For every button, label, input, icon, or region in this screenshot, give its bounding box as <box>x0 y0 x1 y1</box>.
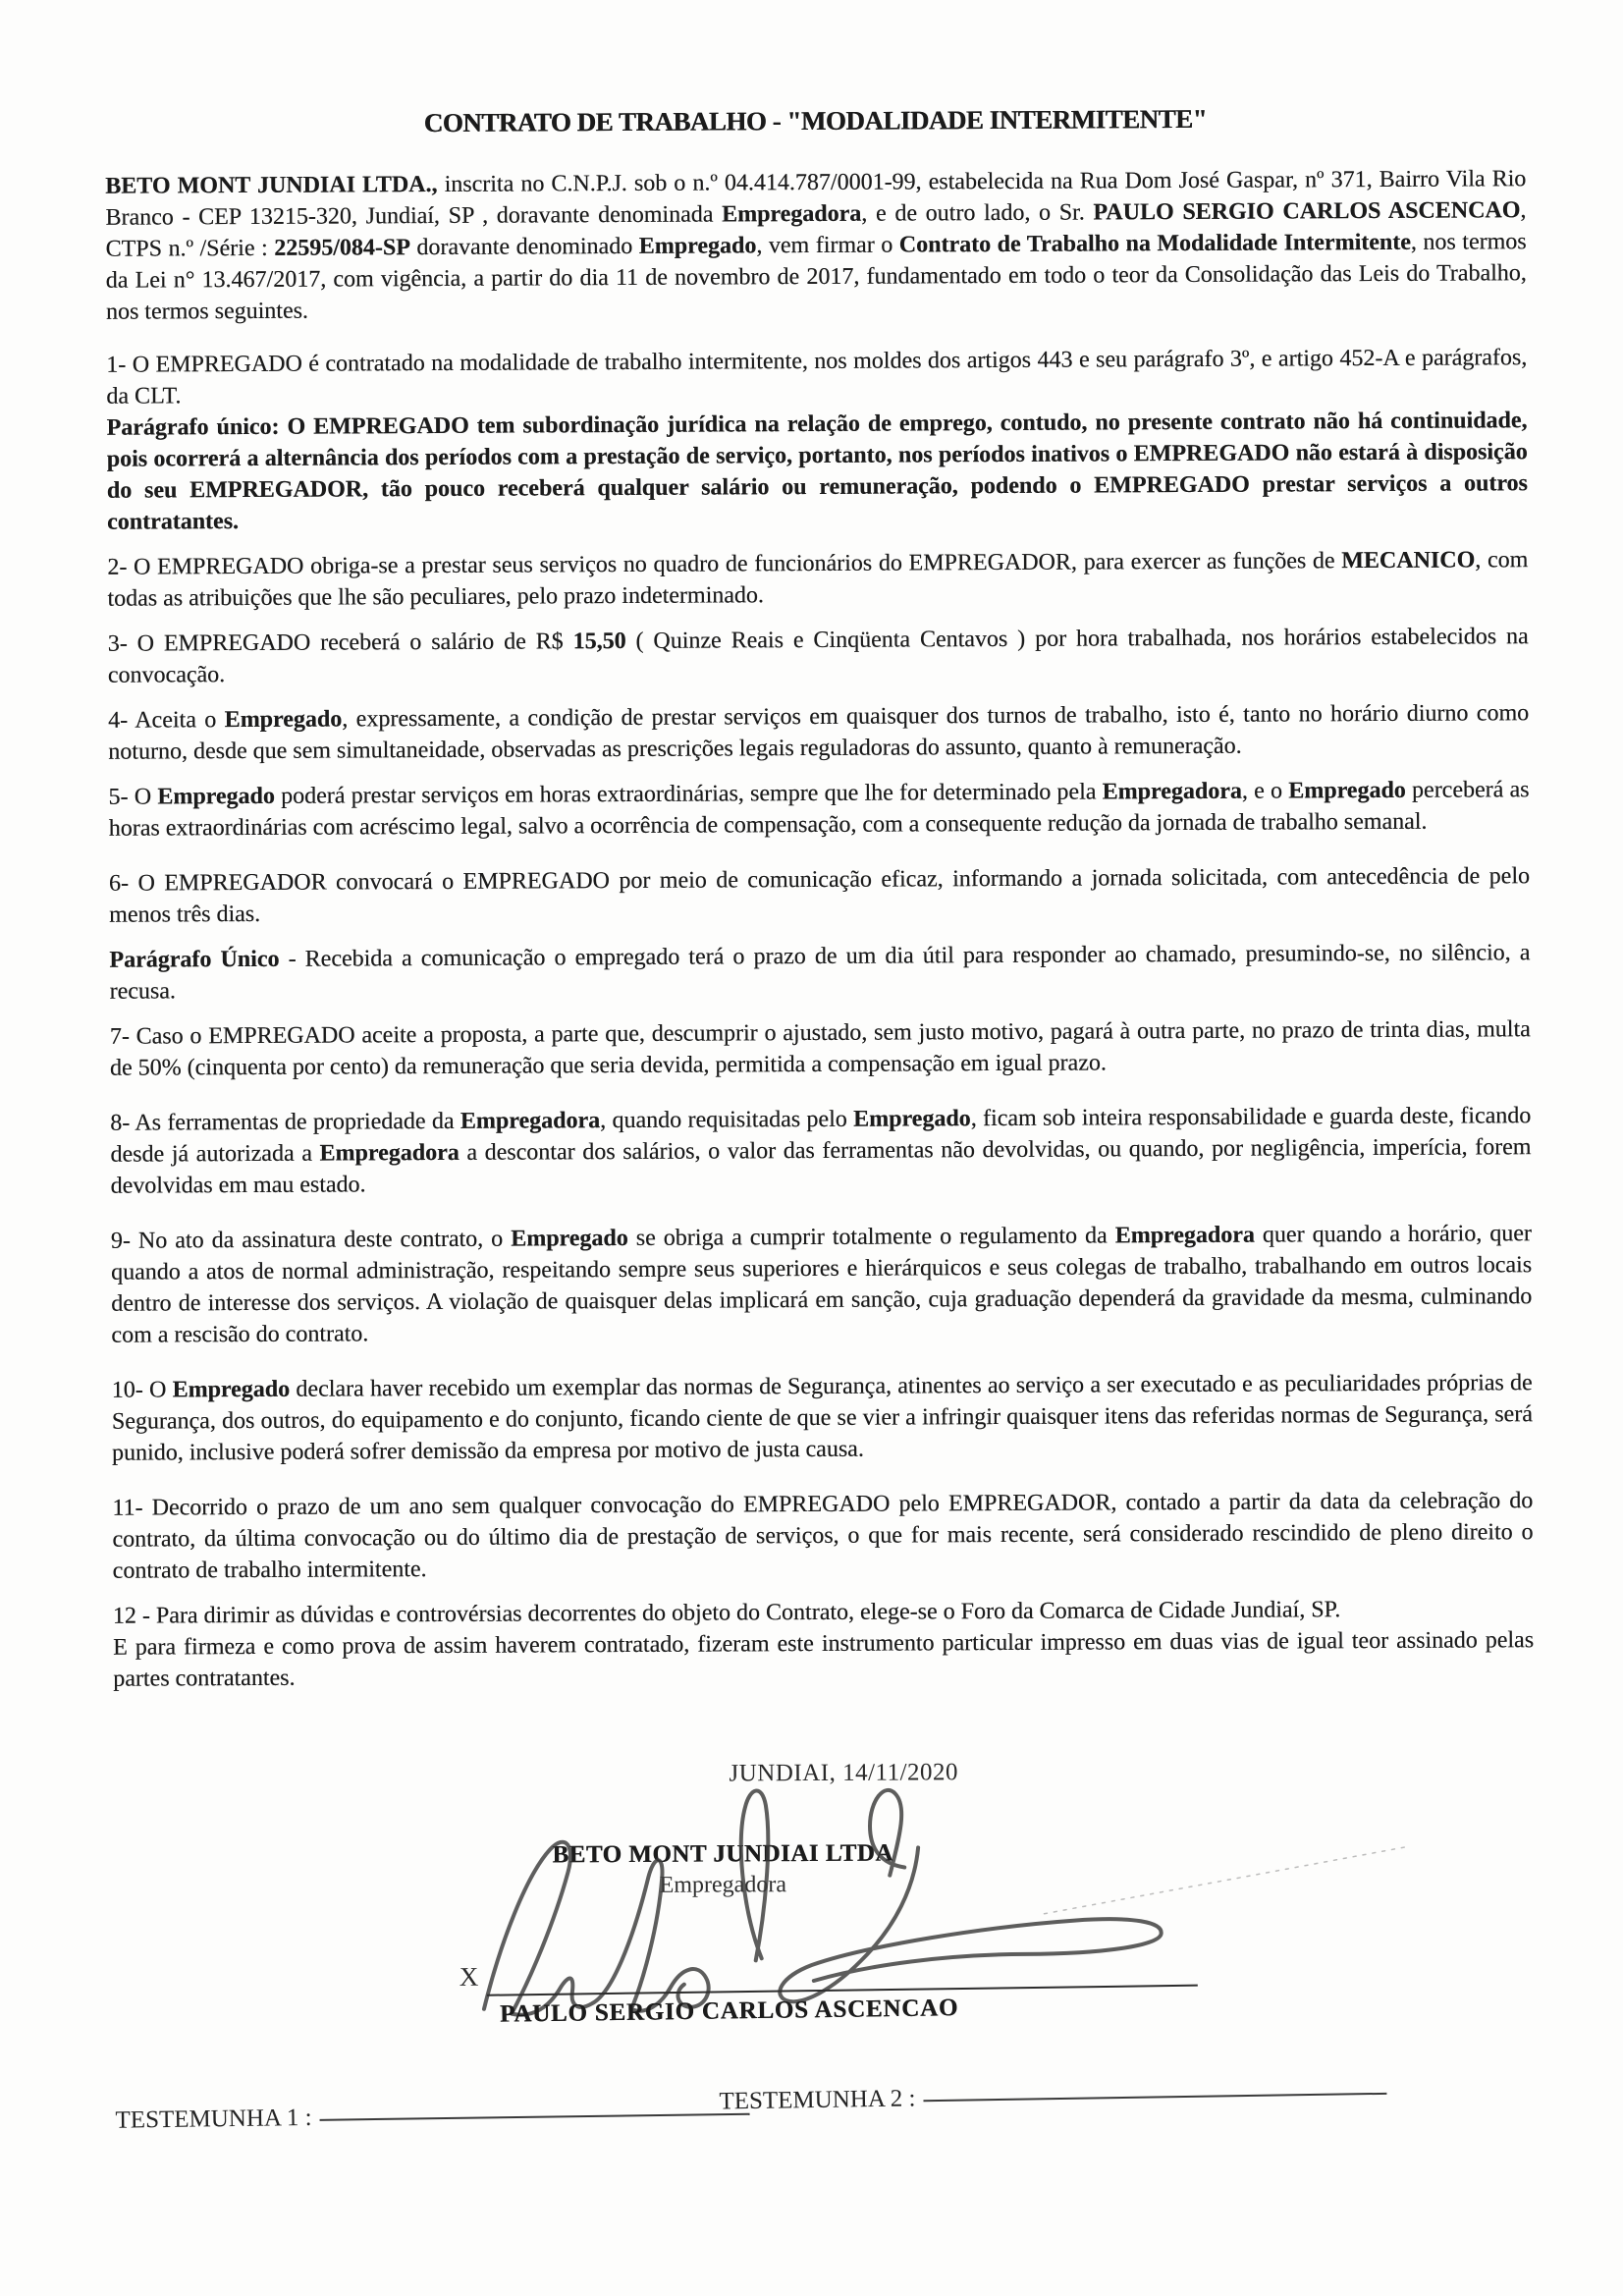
contract-body <box>105 163 1534 1695</box>
employee-name: PAULO SERGIO CARLOS ASCENCAO <box>499 1995 959 2028</box>
witness-2-signature-line <box>923 2093 1386 2102</box>
witness-2-label: TESTEMUNHA 2 : <box>719 2085 916 2115</box>
contract-title: CONTRATO DE TRABALHO - "MODALIDADE INTERMITENTE" <box>423 103 1208 138</box>
witness-1-block <box>115 2099 749 2135</box>
witness-1-label: TESTEMUNHA 1 : <box>115 2104 312 2134</box>
employer-role-label: Empregadora <box>659 1872 787 1898</box>
contract-clause-4: 4- Aceita o Empregado, expressamente, a condição de prestar serviços em quaisquer dos turnos de trabalho, isto é, tanto no horário diurno como noturno, desde que sem simultaneidade, observadas as prescrições legais reguladoras do assunto, quanto à remuneração. <box>108 700 1530 765</box>
employer-company-name: BETO MONT JUNDIAI LTDA <box>552 1839 893 1869</box>
contract-clause-11: 11- Decorrido o prazo de um ano sem qualquer convocação do EMPREGADO pelo EMPREGADOR, contado a partir da data da celebração do contrato, da última convocação ou do último dia de prestação de serviços, o que for mais recente, será considerado rescindido de pleno direito o contrato de trabalho intermitente. <box>112 1488 1534 1584</box>
contract-clause-10: 10- O Empregado declara haver recebido um exemplar das normas de Segurança, atinentes ao serviço a ser executado e as peculiaridades próprias de Segurança, dos outros, do equipamento e do conjunto, ficando ciente de que se vier a infringir quaisquer itens das referidas normas de Segurança, será punido, inclusive poderá sofrer demissão da empresa por motivo de justa causa. <box>111 1370 1533 1466</box>
contract-clause-9: 9- No ato da assinatura deste contrato, o Empregado se obriga a cumprir totalmente o regulamento da Empregadora quer quando a horário, quer quando a atos de normal administração, respeitando sempre seus superiores e hierárquicos e seus colegas de trabalho, trabalhando em outros locais dentro de interesse dos serviços. A violação de quaisquer delas implicará em sanção, cuja graduação dependerá da gravidade da mesma, culminando com a rescisão do contrato. <box>110 1221 1533 1348</box>
employee-signature-line <box>487 1985 1198 1996</box>
contract-clause-5: 5- O Empregado poderá prestar serviços em horas extraordinárias, sempre que lhe for determinado pela Empregadora, e o Empregado perceberá as horas extraordinárias com acréscimo legal, salvo a ocorrência de compensação, com a consequente redução da jornada de trabalho semanal. <box>108 777 1530 842</box>
employer-signature-block <box>114 1837 1331 1901</box>
contract-clause-6-par-unico: Parágrafo Único - Recebida a comunicação o empregado terá o prazo de um dia útil para responder ao chamado, presumindo-se, no silêncio, a recusa. <box>109 940 1531 1005</box>
witness-2-block <box>719 2078 1386 2116</box>
contract-clause-8: 8- As ferramentas de propriedade da Empregadora, quando requisitadas pelo Empregado, ficam sob inteira responsabilidade e guarda deste, ficando desde já autorizada a Empregadora a descontar dos salários, o valor das ferramentas não devolvidas, ou quando, por negligência, imperícia, forem devolvidas em mau estado. <box>110 1103 1532 1199</box>
contract-closing-statement: E para firmeza e como prova de assim haverem contratado, fizeram este instrumento particular impresso em duas vias de igual teor assinado pelas partes contratantes. <box>112 1627 1535 1692</box>
signature-x-mark: X <box>459 1961 479 1992</box>
contract-clause-1-par-unico: Parágrafo único: O EMPREGADO tem subordinação jurídica na relação de emprego, contudo, no presente contrato não há continuidade, pois ocorrerá a alternância dos períodos com a prestação de serviço, portanto, nos períodos inativos o EMPREGADO não estará à disposição do seu EMPREGADOR, tão pouco receberá qualquer salário ou remuneração, podendo o EMPREGADO prestar serviços a outros contratantes. <box>106 408 1528 535</box>
witness-1-signature-line <box>320 2113 750 2121</box>
contract-clause-2: 2- O EMPREGADO obriga-se a prestar seus serviços no quadro de funcionários do EMPREGADOR, para exercer as funções de MECANICO, com todas as atribuições que lhe são peculiares, pelo prazo indeterminado. <box>107 547 1529 612</box>
contract-clause-6: 6- O EMPREGADOR convocará o EMPREGADO por meio de comunicação eficaz, informando a jornada solicitada, com antecedência de pelo menos três dias. <box>108 863 1531 928</box>
contract-clause-3: 3- O EMPREGADO receberá o salário de R$ 15,50 ( Quinze Reais e Cinqüenta Centavos ) por hora trabalhada, nos horários estabelecidos na convocação. <box>107 624 1529 688</box>
contract-clause-7: 7- Caso o EMPREGADO aceite a proposta, a parte que, descumprir o ajustado, sem justo motivo, pagará à outra parte, no prazo de trinta dias, multa de 50% (cinquenta por cento) da remuneração que seria devida, permitida a compensação em igual prazo. <box>109 1016 1531 1081</box>
contract-preamble: BETO MONT JUNDIAI LTDA., inscrita no C.N.P.J. sob o n.º 04.414.787/0001-99, estabelecida na Rua Dom José Gaspar, nº 371, Bairro Vila Rio Branco - CEP 13215-320, Jundiaí, SP , doravante denominada Empregadora, e de outro lado, o Sr. PAULO SERGIO CARLOS ASCENCAO, CTPS n.º /Série : 22595/084-SP doravante denominado Empregado, vem firmar o Contrato de Trabalho na Modalidade Intermitente, nos termos da Lei n° 13.467/2017, com vigência, a partir do dia 11 de novembro de 2017, fundamentado em todo o teor da Consolidação das Leis do Trabalho, nos termos seguintes. <box>105 166 1527 325</box>
contract-clause-1: 1- O EMPREGADO é contratado na modalidade de trabalho intermitente, nos moldes dos artigos 443 e seu parágrafo 3º, e artigo 452-A e parágrafos, da CLT. <box>106 345 1528 410</box>
contract-clause-12: 12 - Para dirimir as dúvidas e controvérsias decorrentes do objeto do Contrato, elege-se o Foro da Comarca de Cidade Jundiaí, SP. <box>112 1597 1341 1629</box>
date-line: JUNDIAI, 14/11/2020 <box>729 1759 959 1787</box>
